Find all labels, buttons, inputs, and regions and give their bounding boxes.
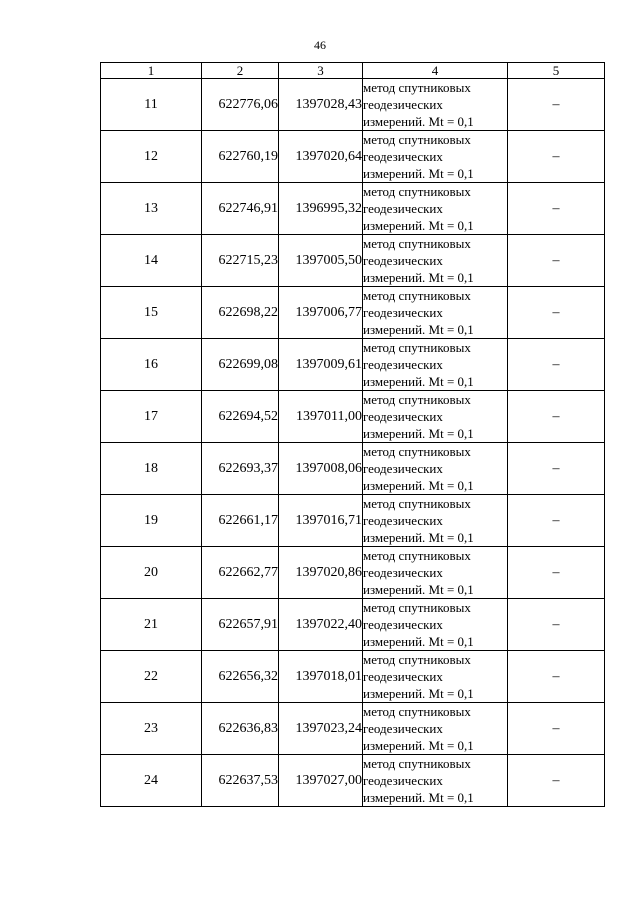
measurement-method xyxy=(363,651,508,703)
coordinates-table xyxy=(100,62,605,807)
coordinate-x: 622657,91 xyxy=(202,599,279,651)
coordinate-x: 622693,37 xyxy=(202,443,279,495)
column-header-5: 5 xyxy=(508,63,605,79)
note-dash: – xyxy=(508,183,605,235)
coordinate-y: 1397022,40 xyxy=(279,599,363,651)
measurement-method xyxy=(363,79,508,131)
method-line: измерений. Mt = 0,1 xyxy=(363,426,474,441)
method-line: метод спутниковых xyxy=(363,444,471,459)
note-dash: – xyxy=(508,391,605,443)
point-number: 13 xyxy=(101,183,202,235)
coordinate-x: 622776,06 xyxy=(202,79,279,131)
point-number: 21 xyxy=(101,599,202,651)
table-row xyxy=(101,443,605,495)
coordinate-y: 1397027,00 xyxy=(279,755,363,807)
method-line: метод спутниковых xyxy=(363,600,471,615)
coordinate-y: 1397020,86 xyxy=(279,547,363,599)
measurement-method xyxy=(363,599,508,651)
coordinate-x: 622656,32 xyxy=(202,651,279,703)
point-number: 22 xyxy=(101,651,202,703)
method-line: измерений. Mt = 0,1 xyxy=(363,478,474,493)
method-line: измерений. Mt = 0,1 xyxy=(363,530,474,545)
point-number: 20 xyxy=(101,547,202,599)
coordinate-y: 1397008,06 xyxy=(279,443,363,495)
method-line: измерений. Mt = 0,1 xyxy=(363,374,474,389)
note-dash: – xyxy=(508,339,605,391)
method-line: геодезических xyxy=(363,201,443,216)
point-number: 12 xyxy=(101,131,202,183)
method-line: метод спутниковых xyxy=(363,392,471,407)
measurement-method xyxy=(363,755,508,807)
note-dash: – xyxy=(508,235,605,287)
table-header-row xyxy=(101,63,605,79)
coordinate-y: 1397020,64 xyxy=(279,131,363,183)
method-line: метод спутниковых xyxy=(363,652,471,667)
point-number: 17 xyxy=(101,391,202,443)
table-row xyxy=(101,703,605,755)
method-line: геодезических xyxy=(363,617,443,632)
coordinate-y: 1397016,71 xyxy=(279,495,363,547)
table-row xyxy=(101,495,605,547)
note-dash: – xyxy=(508,651,605,703)
table-row xyxy=(101,339,605,391)
method-line: измерений. Mt = 0,1 xyxy=(363,738,474,753)
method-line: геодезических xyxy=(363,461,443,476)
column-header-3: 3 xyxy=(279,63,363,79)
coordinate-y: 1397006,77 xyxy=(279,287,363,339)
coordinate-x: 622637,53 xyxy=(202,755,279,807)
measurement-method xyxy=(363,495,508,547)
coordinate-x: 622760,19 xyxy=(202,131,279,183)
method-line: измерений. Mt = 0,1 xyxy=(363,686,474,701)
method-line: метод спутниковых xyxy=(363,132,471,147)
point-number: 23 xyxy=(101,703,202,755)
point-number: 11 xyxy=(101,79,202,131)
coordinate-y: 1397018,01 xyxy=(279,651,363,703)
method-line: геодезических xyxy=(363,97,443,112)
coordinate-x: 622694,52 xyxy=(202,391,279,443)
table-row xyxy=(101,547,605,599)
point-number: 19 xyxy=(101,495,202,547)
table-row xyxy=(101,391,605,443)
coordinate-y: 1397011,00 xyxy=(279,391,363,443)
coordinate-y: 1397009,61 xyxy=(279,339,363,391)
coordinate-x: 622715,23 xyxy=(202,235,279,287)
note-dash: – xyxy=(508,755,605,807)
method-line: измерений. Mt = 0,1 xyxy=(363,582,474,597)
method-line: геодезических xyxy=(363,669,443,684)
table-row xyxy=(101,79,605,131)
coordinate-x: 622699,08 xyxy=(202,339,279,391)
method-line: измерений. Mt = 0,1 xyxy=(363,790,474,805)
table-row xyxy=(101,599,605,651)
measurement-method xyxy=(363,391,508,443)
method-line: геодезических xyxy=(363,149,443,164)
table-row xyxy=(101,131,605,183)
table-row xyxy=(101,287,605,339)
method-line: геодезических xyxy=(363,721,443,736)
note-dash: – xyxy=(508,599,605,651)
note-dash: – xyxy=(508,443,605,495)
coordinate-x: 622662,77 xyxy=(202,547,279,599)
method-line: метод спутниковых xyxy=(363,80,471,95)
method-line: геодезических xyxy=(363,305,443,320)
measurement-method xyxy=(363,703,508,755)
note-dash: – xyxy=(508,703,605,755)
method-line: измерений. Mt = 0,1 xyxy=(363,270,474,285)
method-line: геодезических xyxy=(363,773,443,788)
measurement-method xyxy=(363,547,508,599)
page-number: 46 xyxy=(314,38,326,52)
table-row xyxy=(101,755,605,807)
coordinate-x: 622746,91 xyxy=(202,183,279,235)
coordinate-y: 1397023,24 xyxy=(279,703,363,755)
method-line: геодезических xyxy=(363,253,443,268)
method-line: измерений. Mt = 0,1 xyxy=(363,218,474,233)
point-number: 15 xyxy=(101,287,202,339)
column-header-2: 2 xyxy=(202,63,279,79)
coordinate-x: 622698,22 xyxy=(202,287,279,339)
point-number: 16 xyxy=(101,339,202,391)
table-row xyxy=(101,651,605,703)
measurement-method xyxy=(363,443,508,495)
note-dash: – xyxy=(508,547,605,599)
table-body xyxy=(101,79,605,807)
method-line: измерений. Mt = 0,1 xyxy=(363,634,474,649)
measurement-method xyxy=(363,131,508,183)
note-dash: – xyxy=(508,287,605,339)
coordinate-y: 1397028,43 xyxy=(279,79,363,131)
measurement-method xyxy=(363,235,508,287)
note-dash: – xyxy=(508,131,605,183)
note-dash: – xyxy=(508,495,605,547)
method-line: метод спутниковых xyxy=(363,756,471,771)
coordinate-y: 1396995,32 xyxy=(279,183,363,235)
table-row xyxy=(101,183,605,235)
point-number: 14 xyxy=(101,235,202,287)
measurement-method xyxy=(363,287,508,339)
method-line: геодезических xyxy=(363,409,443,424)
coordinate-x: 622661,17 xyxy=(202,495,279,547)
method-line: измерений. Mt = 0,1 xyxy=(363,166,474,181)
method-line: геодезических xyxy=(363,513,443,528)
method-line: метод спутниковых xyxy=(363,340,471,355)
method-line: метод спутниковых xyxy=(363,704,471,719)
point-number: 24 xyxy=(101,755,202,807)
method-line: метод спутниковых xyxy=(363,184,471,199)
method-line: метод спутниковых xyxy=(363,236,471,251)
table-row xyxy=(101,235,605,287)
point-number: 18 xyxy=(101,443,202,495)
method-line: измерений. Mt = 0,1 xyxy=(363,114,474,129)
note-dash: – xyxy=(508,79,605,131)
method-line: измерений. Mt = 0,1 xyxy=(363,322,474,337)
column-header-4: 4 xyxy=(363,63,508,79)
method-line: геодезических xyxy=(363,565,443,580)
coordinate-x: 622636,83 xyxy=(202,703,279,755)
method-line: метод спутниковых xyxy=(363,288,471,303)
method-line: метод спутниковых xyxy=(363,496,471,511)
column-header-1: 1 xyxy=(101,63,202,79)
method-line: геодезических xyxy=(363,357,443,372)
measurement-method xyxy=(363,339,508,391)
measurement-method xyxy=(363,183,508,235)
coordinate-y: 1397005,50 xyxy=(279,235,363,287)
method-line: метод спутниковых xyxy=(363,548,471,563)
